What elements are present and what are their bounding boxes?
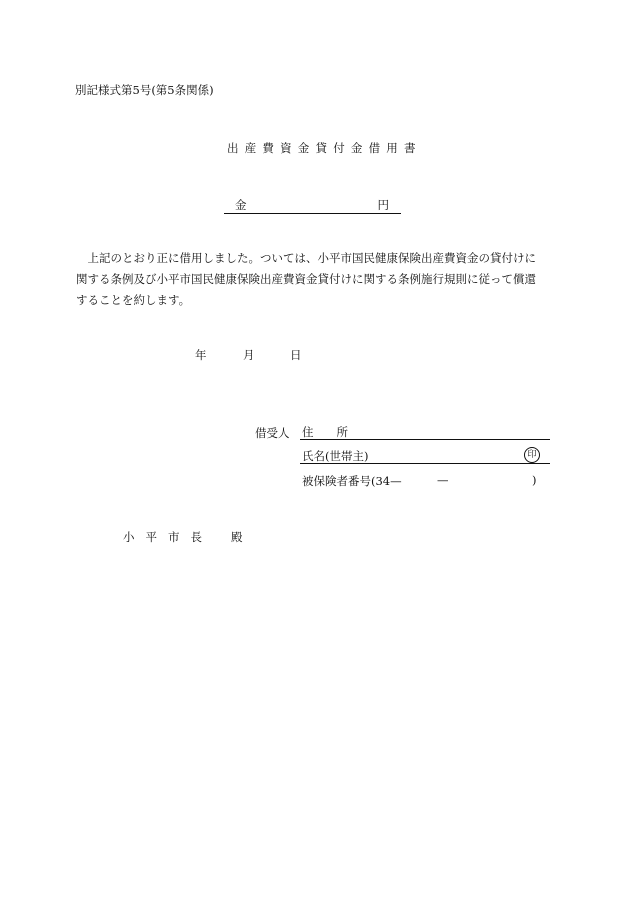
address-field [300, 423, 550, 440]
document-title: 出産費資金貸付金借用書 [227, 141, 422, 155]
insured-number-dash: — [437, 473, 449, 487]
form-number: 別記様式第5号(第5条関係) [75, 83, 214, 97]
declaration-line-3: することを約します。 [76, 293, 191, 307]
seal-mark: 印 [524, 447, 540, 463]
insured-number-label: 被保険者番号(34— [302, 474, 402, 488]
amount-line [224, 197, 401, 214]
name-label: 氏名(世帯主) [302, 449, 369, 463]
name-field [300, 447, 550, 464]
address-label: 住 所 [302, 425, 348, 439]
amount-suffix: 円 [377, 198, 389, 212]
declaration-text [76, 248, 556, 311]
date-day-label: 日 [290, 348, 302, 362]
date-month-label: 月 [243, 348, 255, 362]
insured-number-close: ) [532, 473, 537, 487]
addressee-name: 小平市長 [123, 530, 213, 544]
declaration-line-2: 関する条例及び小平市国民健康保険出産費資金貸付けに関する条例施行規則に従って償還 [76, 272, 536, 286]
declaration-line-1: 上記のとおり正に借用しました。ついては、小平市国民健康保険出産費資金の貸付けに [76, 251, 536, 265]
borrower-label: 借受人 [255, 426, 290, 440]
date-year-label: 年 [195, 348, 207, 362]
addressee-honorific: 殿 [231, 530, 243, 544]
amount-prefix: 金 [235, 198, 247, 212]
